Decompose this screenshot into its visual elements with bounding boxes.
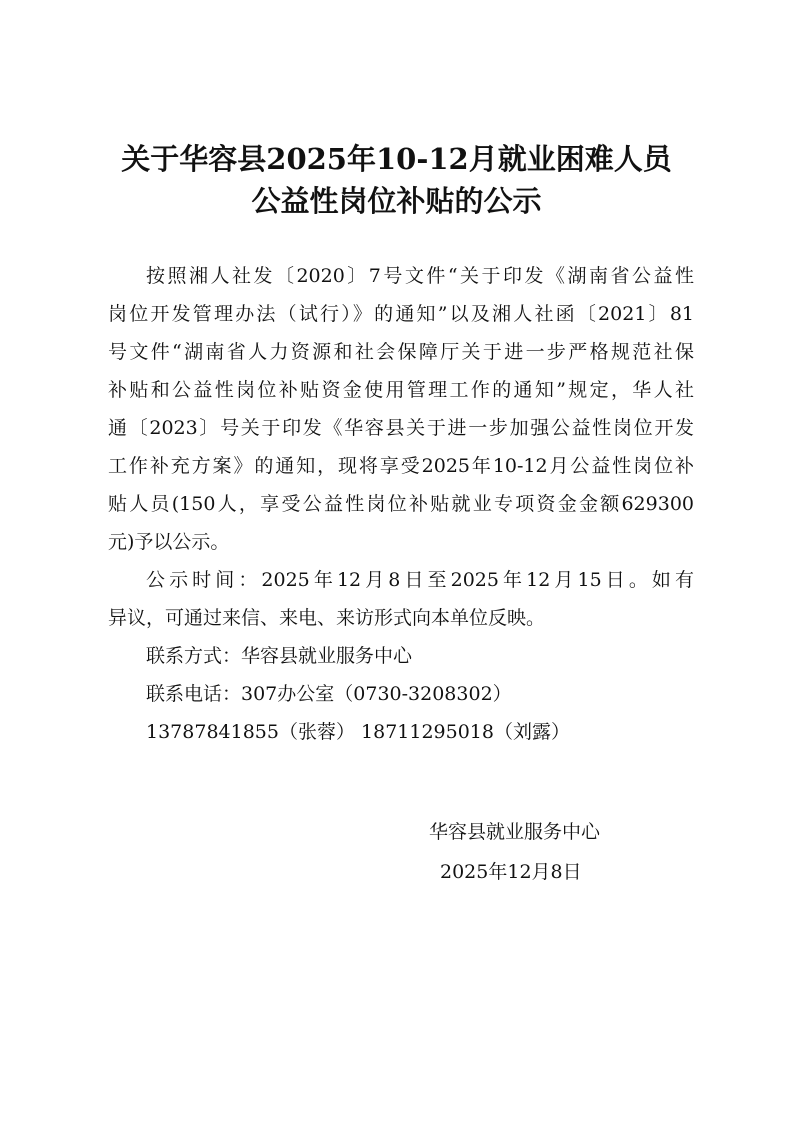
signature-org: 华容县就业服务中心 — [429, 821, 601, 843]
paragraph-2-line-2: 异议，可通过来信、来电、来访形式向本单位反映。 — [108, 607, 546, 629]
page-subtitle: 公益性岗位补贴的公示 — [251, 184, 542, 218]
page-title: 关于华容县2025年10-12月就业困难人员 — [121, 142, 672, 176]
contact-phone: 联系电话：307办公室（0730-3208302） — [146, 683, 512, 705]
signature-date: 2025年12月8日 — [440, 861, 582, 883]
contact-mobiles: 13787841855（张蓉） 18711295018（刘露） — [146, 721, 570, 743]
paragraph-1-line-8: 元)予以公示。 — [108, 531, 230, 553]
paragraph-1-line-6: 工作补充方案》的通知，现将享受2025年10-12月公益性岗位补 — [108, 455, 694, 477]
paragraph-1-line-7: 贴人员(150人，享受公益性岗位补贴就业专项资金金额629300 — [108, 493, 694, 515]
paragraph-1-line-5: 通〔2023〕号关于印发《华容县关于进一步加强公益性岗位开发 — [108, 417, 694, 439]
paragraph-1-line-2: 岗位开发管理办法（试行）》的通知”以及湘人社函〔2021〕81 — [108, 303, 694, 325]
paragraph-2-line-1: 公示时间：2025年12月8日至2025年12月15日。如有 — [146, 569, 694, 591]
paragraph-1-line-3: 号文件“湖南省人力资源和社会保障厅关于进一步严格规范社保 — [108, 341, 694, 363]
paragraph-1-line-1: 按照湘人社发〔2020〕7号文件“关于印发《湖南省公益性 — [146, 265, 694, 287]
paragraph-1-line-4: 补贴和公益性岗位补贴资金使用管理工作的通知”规定，华人社 — [108, 379, 694, 401]
contact-method: 联系方式：华容县就业服务中心 — [146, 645, 413, 667]
